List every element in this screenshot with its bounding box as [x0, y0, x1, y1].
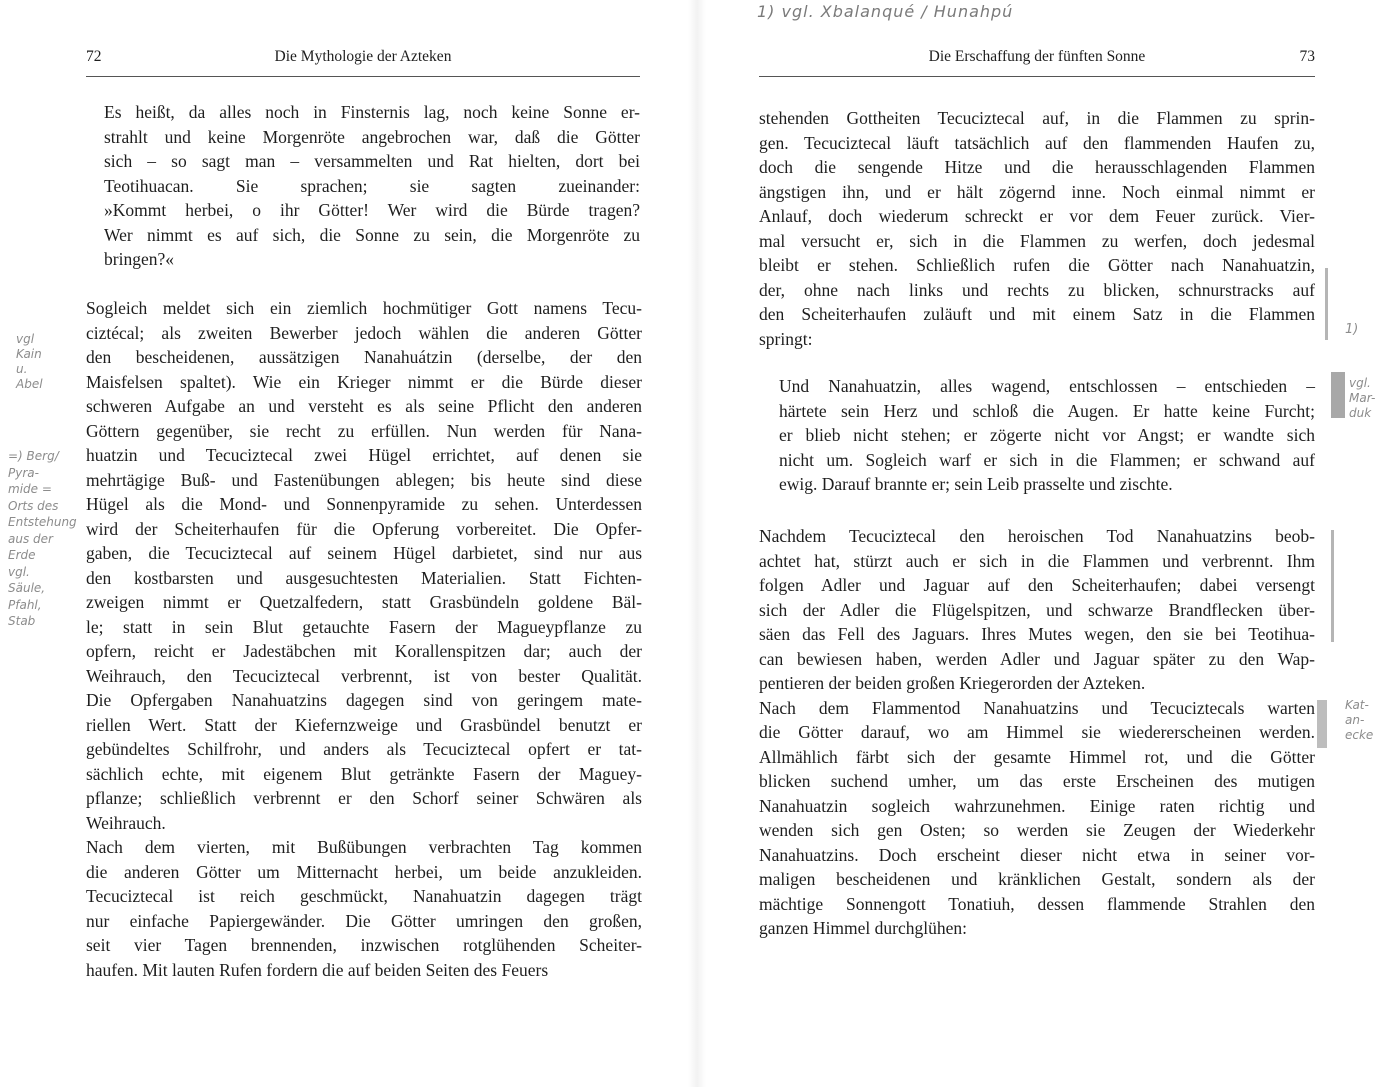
text-line: springt: [759, 328, 813, 349]
handwritten-word: duk [1349, 406, 1372, 420]
text-line: doch die sengende Hitze und die herausschlagenden Flammen [759, 157, 1315, 177]
text-line: Tecuciztecal ist reich geschmückt, Nanahuatzin dagegen trägt [86, 886, 642, 906]
text-line: die Götter darauf, wo am Himmel sie wiedererscheinen werden. [759, 722, 1315, 742]
left-header-rule [86, 76, 640, 77]
text-line: Nach dem Flammentod Nanahuatzins und Tecuciztecals warten [759, 697, 1315, 718]
top-handwritten-note: 1) vgl. Xbalanqué / Hunahpú [757, 2, 1014, 21]
text-line: strahlt und keine Morgenröte angebrochen war, daß die Götter [104, 126, 640, 147]
text-line: Maisfelsen spaltet). Wie ein Krieger nimmt er die Bürde dieser [86, 371, 642, 392]
text-line: le; statt in sein Blut getauchte Fasern der Magueypflanze zu [86, 616, 642, 637]
right-running-title: Die Erschaffung der fünften Sonne [928, 48, 1146, 65]
text-line: säen das Fell des Jaguars. Ihres Mutes wegen, den sie bei Teotihua- [759, 624, 1315, 644]
text-line: seit vier Tagen brennenden, inzwischen rotglühenden Scheiter- [86, 935, 642, 955]
text-line: ciztécal; als zweiten Bewerber jedoch wählen die anderen Götter [86, 322, 642, 343]
text-line: Weihrauch. [86, 812, 166, 833]
text-line: achtet hat, stürzt auch er sich in die Flammen und verbrennt. Ihm [759, 550, 1315, 571]
text-line: gen. Tecuciztecal läuft tatsächlich auf den flammenden Haufen zu, [759, 132, 1315, 153]
left-page-header [86, 48, 640, 72]
text-line: härtete sein Herz und schloß die Augen. Er hatte keine Furcht; [779, 400, 1315, 421]
text-line: der, ohne nach links und rechts zu blicken, schnurstracks auf [759, 279, 1315, 300]
pencil-scribble [1331, 372, 1345, 418]
left-quote-block [104, 100, 640, 272]
text-line: »Kommt herbei, o ihr Götter! Wer wird die Bürde tragen? [104, 200, 640, 220]
text-line: ewig. Darauf brannte er; sein Leib prasselte und zischte. [779, 474, 1173, 494]
handwritten-word: vgl. [1349, 376, 1371, 390]
right-margin-note-3 [1345, 698, 1389, 743]
left-margin-note-1 [16, 332, 76, 392]
text-line: Nanahuatzin sogleich wahrzunehmen. Einige raten richtig und [759, 795, 1315, 816]
pencil-margin-bar-3 [1317, 700, 1327, 748]
text-line: wird der Scheiterhaufen für die Opferung vorbereitet. Die Opfer- [86, 518, 642, 539]
right-quote-block [779, 374, 1315, 497]
right-page-number: 73 [1299, 48, 1315, 65]
text-line: folgen Adler und Jaguar auf den Scheiterhaufen; dabei versengt [759, 575, 1315, 595]
text-line: Sogleich meldet sich ein ziemlich hochmütiger Gott namens Tecu- [86, 298, 642, 318]
text-line: er blieb nicht stehen; er zögerte nicht vor Angst; er wandte sich [779, 425, 1315, 445]
text-line: ängstigen ihn, und er hält zögernd inne. Noch einmal nimmt er [759, 181, 1315, 202]
right-header-rule [759, 76, 1315, 77]
text-line: Hügel als die Mond- und Sonnenpyramide zu sehen. Unterdessen [86, 494, 642, 514]
text-line: Göttern gegenüber, sie recht zu erfüllen. Nun werden für Nana- [86, 420, 642, 441]
text-line: den Scheiterhaufen zuläuft und mit einem Satz in die Flammen [759, 304, 1315, 324]
text-line: den kostbarsten und ausgesuchtesten Materialien. Statt Fichten- [86, 567, 642, 588]
handwritten-word: mide = [8, 482, 52, 496]
text-line: wenden sich gen Osten; so werden sie Zeugen der Wiederkehr [759, 820, 1315, 840]
text-line: maligen bescheidenen und kränklichen Gestalt, sondern als der [759, 869, 1315, 889]
text-line: mal versucht er, sich in die Flammen zu werfen, doch jedesmal [759, 230, 1315, 251]
text-line: nicht um. Sogleich warf er sich in die Flammen; er schwand auf [779, 449, 1315, 470]
handwritten-word: Abel [16, 377, 43, 391]
text-line: schweren Aufgabe an und versteht es als seine Pflicht den anderen [86, 396, 642, 416]
handwritten-word: Stab [8, 614, 36, 628]
text-line: Nachdem Tecuciztecal den heroischen Tod Nanahuatzins beob- [759, 526, 1315, 546]
text-line: Und Nanahuatzin, alles wagend, entschlossen – entschieden – [779, 376, 1315, 396]
handwritten-word: Mar- [1349, 391, 1376, 405]
handwritten-word: Entstehung [8, 515, 77, 529]
text-line: mehrtägige Buß- und Fastenübungen ablegen; bis heute sind diese [86, 469, 642, 490]
left-body-text [86, 296, 642, 982]
handwritten-word: ecke [1345, 728, 1374, 742]
text-line: Anlauf, doch wiederum schreckt er vor dem Feuer zurück. Vier- [759, 206, 1315, 226]
right-margin-note-1: 1) [1345, 322, 1359, 337]
left-margin-note-2 [8, 448, 82, 630]
right-page [697, 0, 1394, 1087]
text-line: Teotihuacan. Sie sprachen; sie sagten zueinander: [104, 175, 640, 196]
handwritten-word: an- [1345, 713, 1365, 727]
right-paragraph-2 [759, 524, 1315, 941]
text-line: can bewiesen haben, werden Adler und Jaguar später zu den Wap- [759, 648, 1315, 669]
text-line: bringen?« [104, 249, 174, 269]
right-margin-note-2 [1349, 376, 1389, 421]
text-line: Nanahuatzins. Doch erscheint dieser nicht etwa in seiner vor- [759, 844, 1315, 865]
handwritten-word: Pyra- [8, 465, 39, 480]
text-line: sich – so sagt man – versammelten und Rat hielten, dort bei [104, 151, 640, 171]
handwritten-word: Pfahl, [8, 597, 42, 612]
text-line: Die Opfergaben Nanahuatzins dagegen sind von geringem mate- [86, 690, 642, 710]
handwritten-word: Kain [16, 347, 42, 361]
handwritten-word: Orts des [8, 498, 59, 513]
left-page-number: 72 [86, 48, 102, 65]
text-line: huatzin und Tecuciztecal zwei Hügel errichtet, auf denen sie [86, 445, 642, 465]
text-line: mächtige Sonnengott Tonatiuh, dessen flammende Strahlen den [759, 893, 1315, 914]
handwritten-word: Kat- [1345, 698, 1369, 712]
text-line: sich der Adler die Flügelspitzen, und schwarze Brandflecken über- [759, 599, 1315, 620]
text-line: blicken suchend umher, um das erste Erscheinen des mutigen [759, 771, 1315, 791]
text-line: Es heißt, da alles noch in Finsternis lag, noch keine Sonne er- [104, 102, 640, 122]
text-line: stehenden Gottheiten Tecuciztecal auf, in die Flammen zu sprin- [759, 108, 1315, 128]
text-line: pentieren der beiden großen Kriegerorden der Azteken. [759, 673, 1146, 693]
left-running-title: Die Mythologie der Azteken [274, 48, 452, 65]
text-line: riellen Wert. Statt der Kiefernzweige und Grasbündel benutzt er [86, 714, 642, 735]
handwritten-word: aus der [8, 531, 53, 546]
handwritten-word: u. [16, 362, 28, 376]
right-paragraph-1 [759, 106, 1315, 351]
text-line: nur einfache Papiergewänder. Die Götter umringen den großen, [86, 910, 642, 931]
text-line: die anderen Götter um Mitternacht herbei, um beide anzukleiden. [86, 861, 642, 882]
text-line: Wer nimmt es auf sich, die Sonne zu sein, die Morgenröte zu [104, 224, 640, 245]
text-line: gebündeltes Schilfrohr, und anders als Tecuciztecal opfert er tat- [86, 739, 642, 759]
pencil-margin-bar-1 [1325, 268, 1328, 340]
text-line: sächlich echte, mit eigenem Blut getränkte Fasern der Maguey- [86, 763, 642, 784]
text-line: Nach dem vierten, mit Bußübungen verbrachten Tag kommen [86, 837, 642, 857]
text-line: haufen. Mit lauten Rufen fordern die auf beiden Seiten des Feuers [86, 959, 549, 980]
handwritten-word: vgl. [8, 564, 30, 579]
handwritten-word: vgl [16, 332, 35, 346]
text-line: den bescheidenen, aussätzigen Nanahuátzin (derselbe, der den [86, 347, 642, 367]
text-line: gaben, die Tecuciztecal auf seinem Hügel darbietet, sind nur aus [86, 543, 642, 563]
handwritten-word: =) Berg/ [8, 449, 59, 463]
text-line: Allmählich färbt sich der gesamte Himmel rot, und die Götter [759, 746, 1315, 767]
text-line: ganzen Himmel durchglühen: [759, 918, 967, 938]
text-line: Weihrauch, den Tecuciztecal verbrennt, ist von bester Qualität. [86, 665, 642, 686]
handwritten-word: Säule, [8, 581, 46, 595]
text-line: zweigen nimmt er Quetzalfedern, statt Grasbündeln goldene Bäl- [86, 592, 642, 612]
text-line: pflanze; schließlich verbrennt er den Schorf seiner Schwären als [86, 788, 642, 808]
handwritten-word: Erde [8, 548, 36, 562]
text-line: bleibt er stehen. Schließlich rufen die Götter nach Nanahuatzin, [759, 255, 1315, 275]
text-line: opfern, reicht er Jadestäbchen mit Korallenspitzen dar; auch der [86, 641, 642, 661]
pencil-margin-bar-2 [1331, 530, 1334, 642]
right-page-header [759, 48, 1315, 72]
